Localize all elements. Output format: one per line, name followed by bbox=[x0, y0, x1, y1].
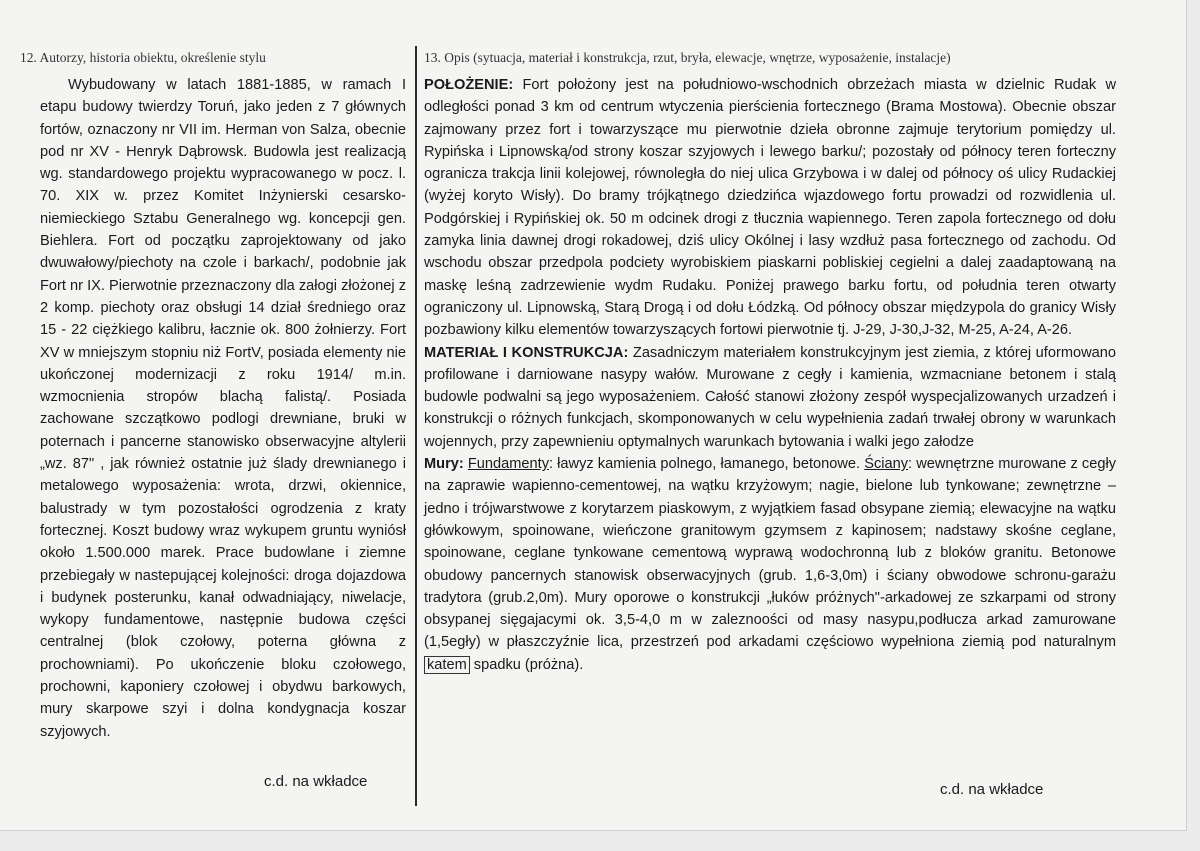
column-divider bbox=[415, 46, 417, 806]
section-history-body bbox=[20, 74, 408, 743]
section-history bbox=[20, 50, 408, 743]
foundations-text: : ławyz kamienia polnego, łamanego, betonowe. bbox=[549, 456, 865, 473]
material-text: Zasadniczym materiałem konstrukcyjnym jest ziemia, z której uformowano profilowane i darniowane nasypy wałów. Murowane z cegły i kamienia, wzmacniane betonem i stalą budowle podwalni są jego wyposażeniem. Całość stanowi złożony zespół wyspecjalizowanych urzadzeń i konstrukcji o różnych funkcjach, skomponowanych w celu wypełnienia zadań trwałej obrony w warunkach wojennych, przy zapewnieniu optymalnych warunkach bytowania i walki jego załodze bbox=[424, 344, 1116, 450]
angle-word: katem bbox=[424, 656, 470, 674]
material-paragraph bbox=[424, 342, 1116, 453]
walls-label: Mury: bbox=[424, 456, 464, 473]
walls-text: : wewnętrzne murowane z cegły na zaprawie wapienno-cementowej, na wątku krzyżowym; nagie, bielone lub tynkowane; zewnętrzne – jedno i trójwarstwowe z korytarzem piaskowym, z wyjątkiem fasad obsypane ziemią; elewacyjne na wątku główkowym, spoinowane, wieńczone granitowym gzymsem z kapinosem; nadstawy skośne ceglane, spoinowane, ceglane tynkowane cementową wyprawą wodochronną lub z bloków granitu. Betonowe obudowy pancernych stanowisk obserwacyjnych (grub. 1,6-3,0m) i ściany obwodowe schronu-garażu tradytora (grub.2,0m). Mury oporowe o konstrukcji „łuków próżnych"-arkadowej ze szkarpami od strony obsypanej sięgajacymi ok. 3,5-4,0 m w zaleznoości od masy nasypu,podłucza arkad zamurowane (1,5egły) w płaszczyźnie lica, przestrzeń pod arkadami częściowo wypełniona ziemią pod naturalnym bbox=[424, 456, 1116, 651]
section-description bbox=[424, 50, 1116, 676]
continued-note-right: c.d. na wkładce bbox=[940, 781, 1044, 798]
location-label: POŁOŻENIE: bbox=[424, 77, 514, 93]
angle-tail: spadku (próżna). bbox=[469, 656, 584, 673]
history-text: Wybudowany w latach 1881-1885, w ramach I etapu budowy twierdzy Toruń, jako jeden z 7 głównych fortów, oznaczony nr VII im. Herman von Salza, obecnie pod nr XV - Henryk Dąbrowsk. Budowla jest realizacją wg. standardowego projektu wypracowanego w pocz. l. 70. XIX w. przez Komitet Inżynierski cesarsko-niemieckiego Sztabu Generalnego wg. koncepcji gen. Biehlera. Fort od początku zaprojektowany od jako dwuwałowy/piechoty na czole i barkach/, podobnie jak Fort nr IX. Pierwotnie przeznaczony dla załogi złożonej z 2 komp. piechoty oraz obsługi 14 dział średniego oraz 15 - 22 ciężkiego kalibru, łacznie ok. 800 żołnierzy. Fort XV w mniejszym stopniu niż FortV, posiada elementy nie ukończonej modernizacji z roku 1914/ m.in. wzmocnienia stropów blachą falistą/. Posiada zachowane szczątkowo podlogi drewniane, bruki w poternach i pancerne stanowisko obserwacyjne altylerii „wz. 87" , jak również ostatnie już ślady drewnianego i metalowego wyposażenia: wrota, drzwi, okiennice, balustrady w tym pozostałości ogrodzenia z kraty fortecznej. Koszt budowy wraz wykupem gruntu wyniósł około 1.500.000 marek. Prace budowlane i ziemne przebiegały w nastepującej kolejności: droga dojazdowa i budynek posterunku, kanał odwadniający, niwelacje, wykopy fundamentowe, następnie budowa części centralnej (blok czołowy, poterna główna z prochowniami). Po ukończenie bloku czołowego, prochowni, kaponiery czołowej i obydwu barkowych, mury skarpowe szyi i dolna kondygnacja koszar szyjowych. bbox=[40, 77, 406, 740]
location-text: Fort położony jest na południowo-wschodnich obrzeżach miasta w dzielnic Rudak w odległości ponad 3 km od centrum wtyczenia pierścienia fortecznego (Brama Mostowa). Obecnie obszar zajmowany przez fort i towarzyszące mu pierwotnie dzieła obronne zajmuje terytorium pomiędzy ul. Rypińska i Lipnowską/od strony koszar szyjowych i lewego barku/; pozostały od północy teren forteczny ogranicza trakcja linii kolejowej, równoległa do niej ulica Grzybowa i w dalej od północy oś ulicy Rudackiej (wyżej koryto Wisły). Do bramy trójkątnego dziedzińca wjazdowego fortu prowadzi od rozwidlenia ul. Podgórskiej i Rypińskiej ok. 50 m odcinek drogi z tłucznia wapiennego. Teren zapola fortecznego od dołu zamyka linia dawnej drogi rokadowej, dziś ulicy Okólnej i lasy wzdłuż pasa fortecznego od zachodu. Od wschodu obszar przedpola podciety wyrobiskiem piaskarni pobliskiej cegielni a dalej zaadaptowaną na maskę leśną zadrzewienie wydm Rudaku. Poniżej prawego barku fortu, od południa teren otwarty ograniczony ul. Lipnowską, Starą Drogą i od dołu Łódzką. Od północy obszar międzypola do granicy Wisły pozbawiony kilku elementów towarzyszących fortowi pierwotnie tj. J-29, J-30,J-32, M-25, A-24, A-26. bbox=[424, 77, 1116, 339]
section-history-heading: 12. Autorzy, historia obiektu, określenie stylu bbox=[20, 50, 266, 65]
foundations-label: Fundamenty bbox=[467, 456, 549, 473]
walls-paragraph bbox=[424, 453, 1116, 676]
location-paragraph bbox=[424, 74, 1116, 342]
material-label: MATERIAŁ I KONSTRUKCJA: bbox=[424, 344, 629, 361]
walls-sub-label: Ściany bbox=[864, 456, 909, 473]
section-description-heading: 13. Opis (sytuacja, materiał i konstrukcja, rzut, bryła, elewacje, wnętrze, wyposażenie, instalacje) bbox=[424, 50, 951, 65]
continued-note-left: c.d. na wkładce bbox=[264, 773, 368, 790]
